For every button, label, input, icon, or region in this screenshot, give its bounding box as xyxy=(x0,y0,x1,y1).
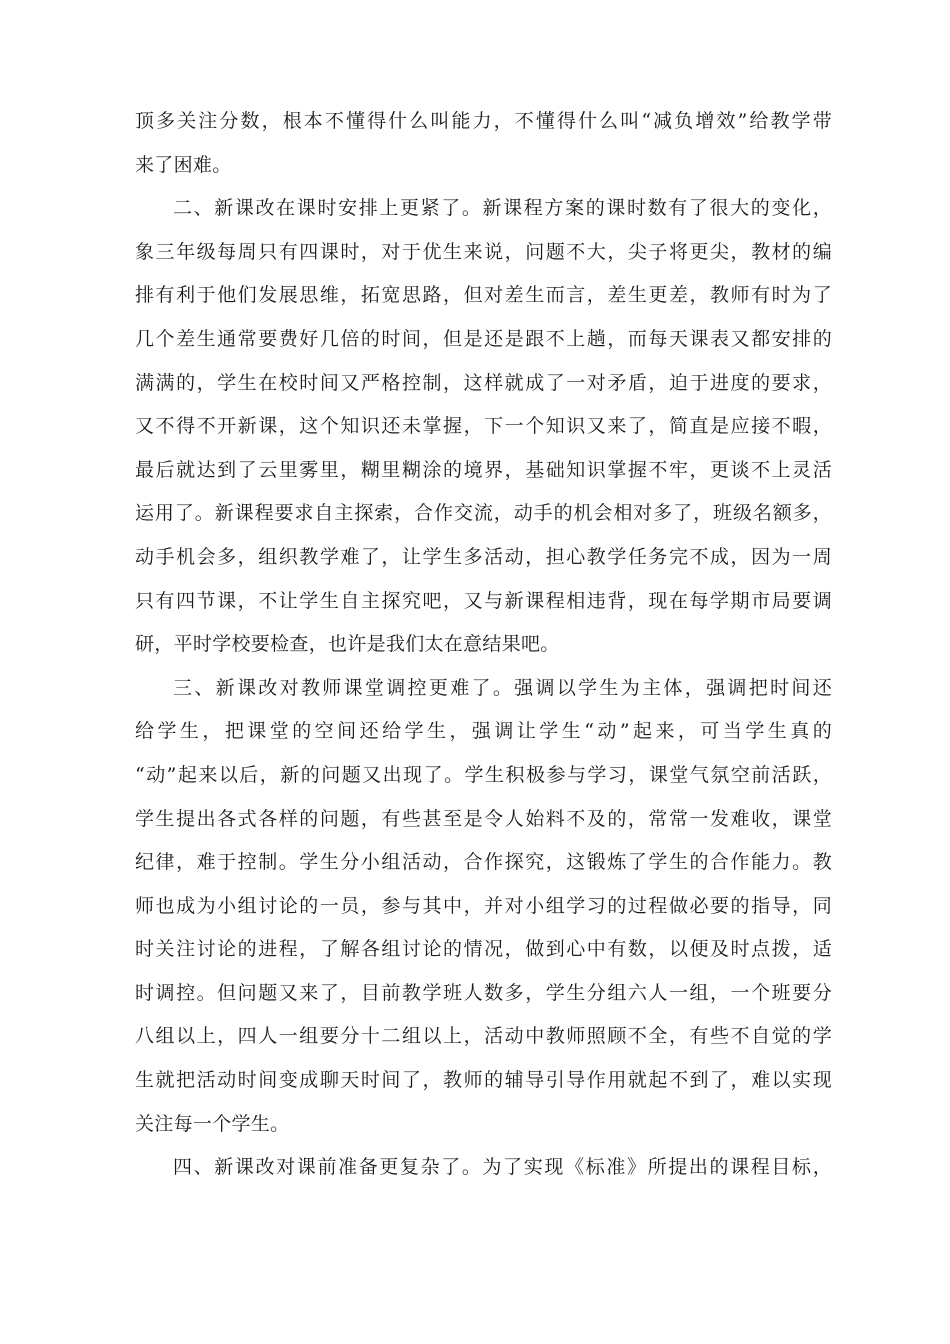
text-line: 师也成为小组讨论的一员，参与其中，并对小组学习的过程做必要的指导，同 xyxy=(135,894,832,917)
paragraph-section-two xyxy=(135,187,832,667)
text-line: 又不得不开新课，这个知识还未掌握，下一个知识又来了，简直是应接不暇， xyxy=(135,415,832,438)
text-line: 几个差生通常要费好几倍的时间，但是还是跟不上趟，而每天课表又都安排的 xyxy=(135,327,832,350)
text-line: 排有利于他们发展思维，拓宽思路，但对差生而言，差生更差，教师有时为了 xyxy=(135,284,832,307)
text-line: 时调控。但问题又来了，目前教学班人数多，学生分组六人一组，一个班要分 xyxy=(135,981,832,1004)
text-line: 来了困难。 xyxy=(135,153,232,176)
text-line: 生就把活动时间变成聊天时间了，教师的辅导引导作用就起不到了，难以实现 xyxy=(135,1069,832,1092)
text-line: 给学生，把课堂的空间还给学生，强调让学生“动”起来，可当学生真的 xyxy=(135,720,832,743)
text-line: 关注每一个学生。 xyxy=(135,1112,290,1135)
text-line: 动手机会多，组织教学难了，让学生多活动，担心教学任务完不成，因为一周 xyxy=(135,545,832,568)
text-line: “动”起来以后，新的问题又出现了。学生积极参与学习，课堂气氛空前活跃， xyxy=(135,763,832,786)
text-line: 只有四节课，不让学生自主探究吧，又与新课程相违背，现在每学期市局要调 xyxy=(135,589,832,612)
text-line: 纪律，难于控制。学生分小组活动，合作探究，这锻炼了学生的合作能力。教 xyxy=(135,851,832,874)
text-line: 三、新课改对教师课堂调控更难了。强调以学生为主体，强调把时间还 xyxy=(173,676,832,699)
text-line: 四、新课改对课前准备更复杂了。为了实现《标准》所提出的课程目标， xyxy=(173,1156,832,1179)
document-body xyxy=(135,100,832,1190)
text-line: 学生提出各式各样的问题，有些甚至是令人始料不及的，常常一发难收，课堂 xyxy=(135,807,832,830)
text-line: 研，平时学校要检查，也许是我们太在意结果吧。 xyxy=(135,633,560,656)
text-line: 象三年级每周只有四课时，对于优生来说，问题不大，尖子将更尖，教材的编 xyxy=(135,240,832,263)
paragraph-section-four xyxy=(135,1146,832,1190)
paragraph-section-three xyxy=(135,667,832,1147)
text-line: 运用了。新课程要求自主探索，合作交流，动手的机会相对多了，班级名额多， xyxy=(135,502,832,525)
text-line: 八组以上，四人一组要分十二组以上，活动中教师照顾不全，有些不自觉的学 xyxy=(135,1025,832,1048)
paragraph-continued xyxy=(135,100,832,187)
text-line: 时关注讨论的进程，了解各组讨论的情况，做到心中有数，以便及时点拨，适 xyxy=(135,938,832,961)
text-line: 顶多关注分数，根本不懂得什么叫能力，不懂得什么叫“减负增效”给教学带 xyxy=(135,110,832,132)
text-line: 最后就达到了云里雾里，糊里糊涂的境界，基础知识掌握不牢，更谈不上灵活 xyxy=(135,458,832,481)
text-line: 二、新课改在课时安排上更紧了。新课程方案的课时数有了很大的变化， xyxy=(173,197,832,220)
text-line: 满满的，学生在校时间又严格控制，这样就成了一对矛盾，迫于进度的要求， xyxy=(135,371,832,394)
